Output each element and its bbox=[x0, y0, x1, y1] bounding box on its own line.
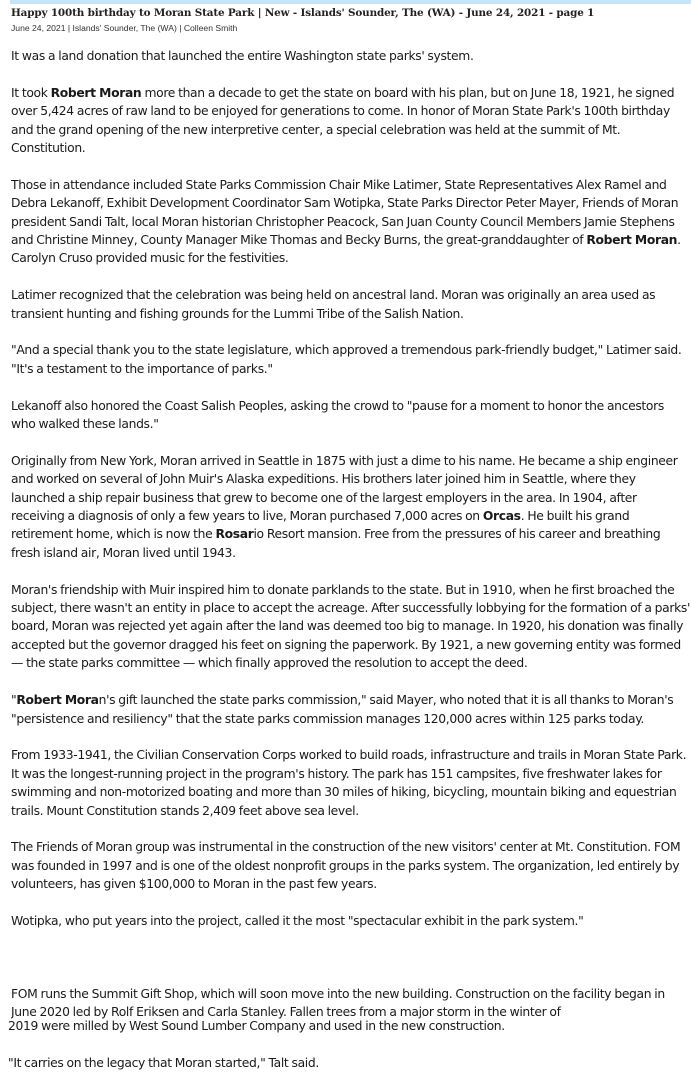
paragraph-11: The Friends of Moran group was instrumental in the construction of the new visitors' center at Mt. Constitution. FOM was founded in 1997 and is one of the oldest nonprofit groups in the parks system. The organization, led entirely by volunteers, has given $100,000 to Moran in the past few years. bbox=[11, 840, 681, 892]
document-meta: June 24, 2021 | Islands' Sounder, The (WA) | Colleen Smith bbox=[11, 23, 238, 33]
top-accent-bar bbox=[10, 0, 691, 4]
bold-name: Robert Mora bbox=[16, 693, 99, 708]
paragraph-8: Moran's friendship with Muir inspired him to donate parklands to the state. But in 1910, when he first broached the subject, there wasn't an entity in place to accept the acreage. After successfully lobbying for the formation of a parks' board, Moran was rejected yet again after the land was deemed too big to manage. In 1920, his donation was finally accepted but the governor dragged his feet on signing the paperwork. By 1921, a new governing entity was formed — the state parks committee — which finally approved the resolution to accept the deed. bbox=[11, 582, 691, 671]
text: Originally from New York, Moran arrived in Seattle in 1875 with just a dime to his name. He became a ship engineer and worked on several of John Muir's Alaska expeditions. His brothers later joined him in Seattle, where they launched a ship repair business that grew to become one of the largest employers in the area. In 1904, after receiving a diagnosis of only a few years to live, Moran purchased 7,000 acres on bbox=[11, 453, 678, 524]
paragraph-5: "And a special thank you to the state legislature, which approved a tremendous park-friendly budget," Latimer said. "It's a testament to the importance of parks." bbox=[11, 343, 682, 376]
paragraph-2 bbox=[11, 84, 691, 158]
paragraph-13-tail: 2019 were milled by West Sound Lumber Company and used in the new construction. bbox=[8, 1019, 505, 1033]
text: . He built his grand retirement home, which is now the bbox=[11, 509, 630, 542]
paragraph-7 bbox=[11, 452, 691, 562]
paragraph-1: It was a land donation that launched the entire Washington state parks' system. bbox=[11, 49, 474, 63]
paragraph-9 bbox=[11, 691, 691, 728]
paragraph-4: Latimer recognized that the celebration was being held on ancestral land. Moran was originally an area used as transient hunting and fishing grounds for the Lummi Tribe of the Salish Nation. bbox=[11, 288, 656, 321]
paragraph-13-clipped: FOM runs the Summit Gift Shop, which will soon move into the new building. Construction on the facility began in June 2020 led by Rolf Eriksen and Carla Stanley. Fallen trees from a major storm in the winter of bbox=[11, 987, 665, 1019]
text: n's gift launched the state parks commission," said Mayer, who noted that it is all thanks to Moran's "persistence and resiliency" that the state parks commission manages 120,000 acres within 125 parks today. bbox=[11, 693, 674, 726]
text: It took bbox=[11, 85, 51, 100]
text: . Carolyn Cruso provided music for the festivities. bbox=[11, 233, 681, 266]
text: io Resort mansion. Free from the pressures of his career and breathing fresh island air, Moran lived until 1943. bbox=[11, 527, 661, 560]
text: more than a decade to get the state on board with his plan, but on June 18, 1921, he signed over 5,424 acres of raw land to be enjoyed for generations to come. In honor of Moran State Park's 100th birthday and the grand opening of the new interpretive center, a special celebration was held at the summit of Mt. Constitution. bbox=[11, 85, 675, 156]
bold-place: Rosar bbox=[215, 527, 254, 542]
paragraph-12: Wotipka, who put years into the project, called it the most "spectacular exhibit in the park system." bbox=[11, 913, 584, 928]
bold-place: Orcas bbox=[482, 509, 521, 524]
document-title: Happy 100th birthday to Moran State Park | New - Islands' Sounder, The (WA) - June 24, 2021 - page 1 bbox=[11, 7, 595, 19]
paragraph-3 bbox=[11, 176, 691, 268]
text: Those in attendance included State Parks Commission Chair Mike Latimer, State Representatives Alex Ramel and Debra Lekanoff, Exhibit Development Coordinator Sam Wotipka, State Parks Director Peter Mayer, Friends of Moran president Sandi Talt, local Moran historian Christopher Peacock, San Juan County Council Members Jamie Stephens and Christine Minney, County Manager Mike Thomas and Becky Burns, the great-granddaughter of bbox=[11, 177, 679, 248]
text: " bbox=[11, 693, 17, 708]
bold-name: Robert Moran bbox=[50, 85, 142, 100]
paragraph-6: Lekanoff also honored the Coast Salish Peoples, asking the crowd to "pause for a moment to honor the ancestors who walked these lands." bbox=[11, 398, 664, 432]
bold-name: Robert Moran bbox=[586, 233, 678, 248]
paragraph-10: From 1933-1941, the Civilian Conservation Corps worked to build roads, infrastructure and trails in Moran State Park. It was the longest-running project in the program's history. The park has 151 campsites, five freshwater lakes for swimming and non-motorized boating and more than 30 miles of hiking, bicycling, mountain biking and equestrian trails. Mount Constitution stands 2,409 feet above sea level. bbox=[11, 748, 687, 818]
article-body bbox=[11, 47, 691, 949]
paragraph-14: "It carries on the legacy that Moran started," Talt said. bbox=[8, 1056, 319, 1070]
